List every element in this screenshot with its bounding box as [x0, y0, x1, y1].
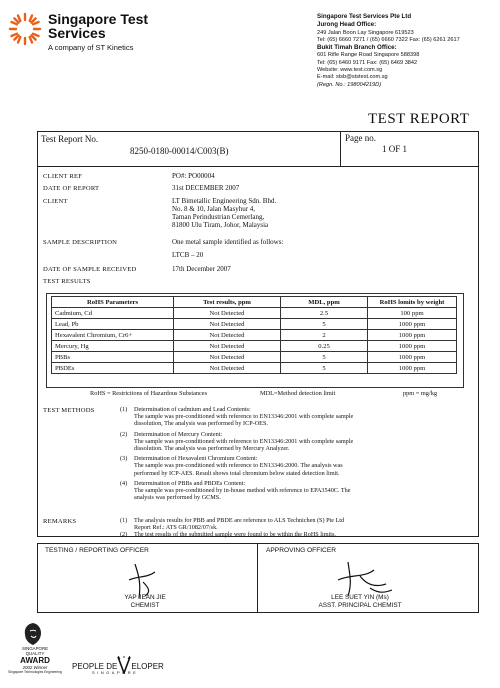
hq-address: 249 Jalan Boon Lay Singapore 619523	[317, 29, 414, 36]
footnote-mdl: MDL=Method detection limit	[260, 390, 336, 397]
method-line: dissolution, The analysis was performed by ICP-OES.	[134, 420, 268, 428]
method-line: Determination of cadmium and Lead Contents:	[134, 406, 251, 413]
lion-head-icon	[22, 622, 44, 646]
item-number: (1)	[120, 517, 128, 524]
table-row	[52, 319, 457, 330]
table-cell: 5	[281, 352, 368, 363]
date-of-sample-label: DATE OF SAMPLE RECEIVED	[43, 266, 137, 273]
method-line: Determination of Mercury Content:	[134, 430, 223, 438]
report-no-value: 8250-0180-00014/C003(B)	[130, 146, 229, 156]
table-row	[52, 330, 457, 341]
company-logo	[8, 8, 158, 58]
company-info	[317, 13, 497, 89]
test-methods-label: TEST METHODS	[43, 407, 95, 414]
table-cell: Not Detected	[174, 330, 281, 341]
method-line: The sample was pre-conditioned with reference to EN13346:2001 with complete sample	[134, 437, 354, 445]
table-row	[52, 308, 457, 319]
table-cell: 5	[281, 319, 368, 330]
approving-officer-label: APPROVING OFFICER	[266, 547, 336, 554]
table-cell: Mercury, Hg	[52, 341, 174, 352]
table-cell: Not Detected	[174, 341, 281, 352]
client-line: LT Bimetallic Engineering Sdn. Bhd.	[172, 197, 277, 205]
testing-officer-signatory	[90, 594, 200, 609]
remark-line: The analysis results for PBB and PBDE are reference to ALS Technichen (S) Pte Ltd	[134, 517, 345, 524]
table-cell: Not Detected	[174, 363, 281, 374]
remarks-list	[120, 517, 470, 539]
branch-label: Bukit Timah Branch Office:	[317, 44, 397, 52]
award-big-text: AWARD	[20, 656, 50, 665]
sample-description-line1: One metal sample identified as follows:	[172, 238, 284, 246]
people-developer-right-text: ELOPER	[131, 662, 164, 671]
results-table	[51, 296, 457, 374]
table-cell: PBBs	[52, 352, 174, 363]
client-label: CLIENT	[43, 198, 68, 205]
company-website: Website: www.test.com.sg	[317, 67, 383, 74]
footnote-rohs: RoHS = Restrictions of Hazardous Substances	[90, 390, 208, 397]
testing-officer-name: YAP JEAN JIE	[124, 594, 166, 601]
branch-address: 601 Rifle Range Road Singapore 588398	[317, 52, 420, 59]
col-header: RoHS Parameters	[52, 297, 174, 308]
company-name: Singapore Test Services Pte Ltd	[317, 13, 412, 20]
table-cell: 100 ppm	[368, 308, 457, 319]
approving-officer-name: LEE SUET YIN (Ms)	[331, 594, 389, 601]
col-header: MDL, ppm	[281, 297, 368, 308]
table-cell: Hexavalent Chromium, Cr6+	[52, 330, 174, 341]
approving-officer-title: ASST. PRINCIPAL CHEMIST	[318, 601, 402, 609]
table-row	[52, 363, 457, 374]
col-header: Test results, ppm	[174, 297, 281, 308]
table-cell: Not Detected	[174, 352, 281, 363]
col-header: RoHS lomits by weight	[368, 297, 457, 308]
company-email: E-mail: stsb@ststest.com.sg	[317, 74, 388, 81]
sunburst-logo-icon	[8, 12, 42, 46]
test-results-label: TEST RESULTS	[43, 278, 91, 285]
item-number: (3)	[120, 455, 128, 463]
report-no-divider	[340, 131, 341, 166]
date-of-sample-value: 17th December 2007	[172, 265, 231, 273]
table-cell: 1000 ppm	[368, 352, 457, 363]
table-cell: 2	[281, 330, 368, 341]
branch-phone: Tel: (65) 6460 9171 Fax: (65) 6469 3842	[317, 59, 418, 66]
table-cell: Lead, Pb	[52, 319, 174, 330]
people-developer-sub-text: SINGAPORE	[92, 670, 139, 675]
item-number: (2)	[120, 531, 128, 539]
item-number: (2)	[120, 430, 128, 438]
table-cell: Cadmium, Cd	[52, 308, 174, 319]
remark-line: Report Ref.: ATS GR/1082/07/sk.	[134, 524, 218, 532]
table-cell: 2.5	[281, 308, 368, 319]
method-line: Determination of Hexavalent Chromium Content:	[134, 455, 258, 463]
date-of-report-label: DATE OF REPORT	[43, 185, 100, 192]
method-line: The sample was pre-conditioned with reference to EN13346:2000. The analysis was	[134, 462, 343, 470]
logo-tagline: A company of ST Kinetics	[48, 43, 134, 52]
report-no-label: Test Report No.	[41, 134, 99, 144]
test-methods-list	[120, 406, 470, 501]
table-row	[52, 352, 457, 363]
award-top-text: SINGAPORE	[21, 646, 49, 651]
table-cell: 1000 ppm	[368, 330, 457, 341]
item-number: (1)	[120, 406, 128, 413]
method-line: analysis was performed by GCMS.	[134, 494, 221, 502]
list-item	[120, 455, 470, 477]
table-cell: Not Detected	[174, 319, 281, 330]
logo-name-line1: Singapore Test	[48, 11, 149, 27]
table-cell: Not Detected	[174, 308, 281, 319]
award-mid-text: QUALITY	[25, 651, 45, 656]
table-cell: 0.25	[281, 341, 368, 352]
client-line: No. 8 & 10, Jalan Masyhur 4,	[172, 205, 256, 213]
sample-description-line2: LTCB – 20	[172, 251, 204, 259]
hq-phone: Tel: (65) 6660 7271 / (65) 6660 7322 Fax: (65) 6261 2617	[317, 36, 460, 43]
report-no-row	[37, 131, 478, 167]
method-line: dissolution. The analysis was performed by Mercury Analyzer.	[134, 445, 290, 453]
company-regn: (Regn. No.: 198004219D)	[317, 81, 382, 88]
method-line: The sample was pre-conditioned with reference to EN13346:2001 with complete sample	[134, 413, 354, 421]
table-cell: 1000 ppm	[368, 341, 457, 352]
approving-officer-signatory	[300, 594, 420, 609]
client-ref-label: CLIENT REF	[43, 173, 83, 180]
client-line: 81800 Ulu Tiram, Johor, Malaysia	[172, 221, 269, 229]
method-line: The sample was pre-conditioned by in-house method with reference to EPA3540C. The	[134, 487, 351, 495]
footnote-ppm: ppm = mg/kg	[403, 390, 437, 397]
list-item	[120, 531, 470, 538]
method-line: Determination of PBBs and PBDEs Content:	[134, 479, 246, 487]
sample-description-label: SAMPLE DESCRIPTION	[43, 239, 118, 246]
quality-award-logo	[8, 622, 62, 686]
method-line: performed by ICP-AES. Result shows total chromium below stated detection limit.	[134, 469, 340, 477]
client-ref-value: PO#: PO00004	[172, 172, 215, 180]
page-no-label: Page no.	[345, 133, 376, 143]
people-developer-logo	[72, 648, 182, 678]
client-line: Taman Perindustrian Cemerlang,	[172, 213, 265, 221]
award-small-text: Singapore Technologies Engineering	[8, 670, 62, 674]
remark-line: The test results of the submitted sample were found to be within the RoHS limits.	[134, 531, 336, 539]
date-of-report-value: 31st DECEMBER 2007	[172, 184, 240, 192]
list-item	[120, 406, 470, 428]
testing-officer-title: CHEMIST	[130, 601, 160, 609]
logo-name-line2: Services	[48, 25, 106, 41]
report-title: TEST REPORT	[368, 111, 470, 127]
table-cell: 1000 ppm	[368, 319, 457, 330]
table-cell: PBDEs	[52, 363, 174, 374]
list-item	[120, 517, 470, 531]
people-developer-left-text: PEOPLE DE	[72, 662, 118, 671]
hq-label: Jurong Head Office:	[317, 21, 377, 29]
remarks-label: REMARKS	[43, 518, 77, 525]
testing-officer-label: TESTING / REPORTING OFFICER	[45, 547, 149, 554]
client-address	[172, 197, 276, 229]
table-row	[52, 341, 457, 352]
award-year-text: 2002 Winner	[22, 665, 48, 670]
table-cell: 1000 ppm	[368, 363, 457, 374]
list-item	[120, 431, 470, 453]
list-item	[120, 480, 470, 502]
results-header-row	[52, 297, 457, 308]
item-number: (4)	[120, 479, 128, 487]
table-cell: 5	[281, 363, 368, 374]
page-no-value: 1 OF 1	[382, 144, 408, 154]
